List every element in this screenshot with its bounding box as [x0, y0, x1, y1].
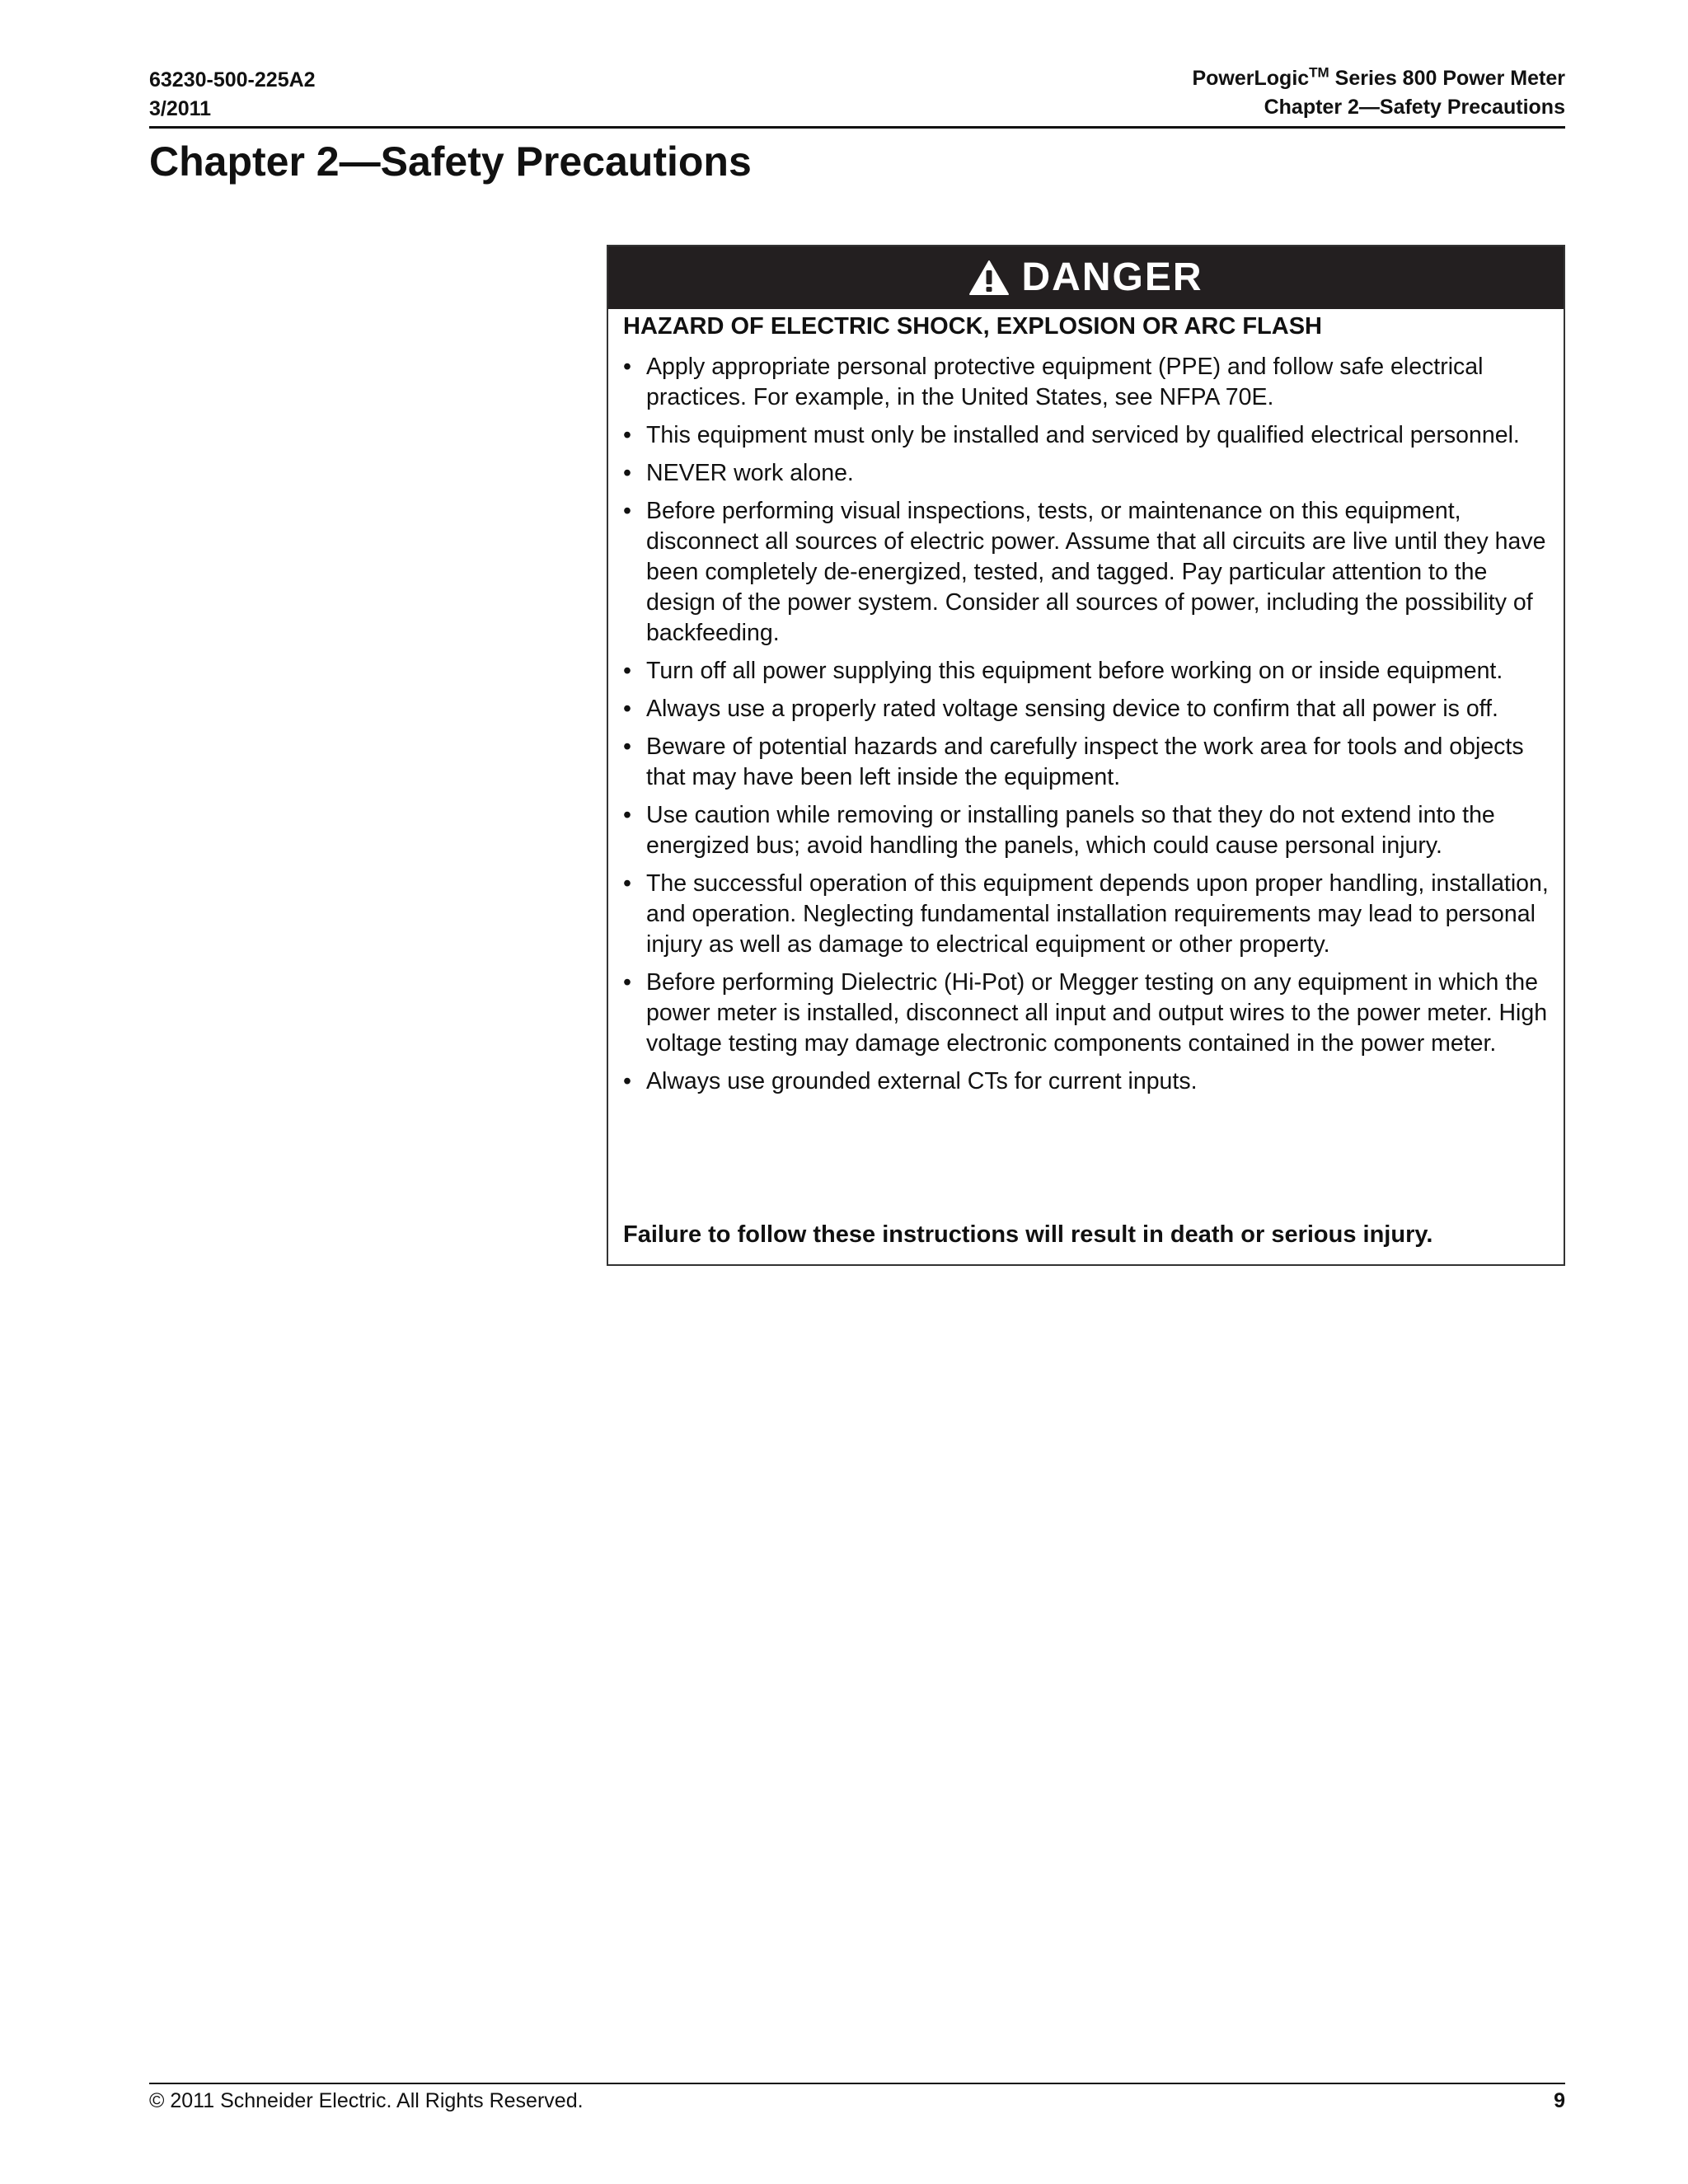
doc-number: 63230-500-225A2 — [149, 68, 316, 91]
bullet-marker: • — [623, 870, 631, 897]
danger-list-item-text: Beware of potential hazards and carefully inspect the work area for tools and objects that may have been left inside the equipment. — [646, 733, 1524, 790]
bullet-marker: • — [623, 802, 631, 828]
danger-list-item — [623, 420, 1550, 451]
bullet-marker: • — [623, 658, 631, 684]
trademark-mark: TM — [1309, 64, 1329, 81]
danger-safety-message — [607, 245, 1565, 1266]
danger-list-item — [623, 1066, 1550, 1097]
danger-list-item — [623, 496, 1550, 649]
bullet-marker: • — [623, 733, 631, 760]
page-number: 9 — [1554, 2089, 1565, 2112]
failure-consequence: Failure to follow these instructions will result in death or serious injury. — [623, 1221, 1433, 1248]
danger-list-item — [623, 694, 1550, 724]
danger-list-item-text: NEVER work alone. — [646, 460, 854, 486]
danger-list-item-text: Before performing visual inspections, tests, or maintenance on this equipment, disconnect all sources of electric power. Assume that all circuits are live until they have been completely de-energized, tested, and tagged. Pay particular attention to the design of the power system. Consider all sources of power, including the possibility of backfeeding. — [646, 498, 1546, 646]
danger-list-item-text: The successful operation of this equipment depends upon proper handling, installation, and operation. Neglecting fundamental installation requirements may lead to personal injury as well as damage to electrical equipment or other property. — [646, 870, 1549, 958]
danger-list-item-text: Always use a properly rated voltage sensing device to confirm that all power is off. — [646, 696, 1498, 722]
header-chapter-ref: Chapter 2—Safety Precautions — [1264, 96, 1565, 119]
header-divider — [149, 126, 1565, 129]
bullet-marker: • — [623, 696, 631, 722]
danger-list-item-text: Always use grounded external CTs for current inputs. — [646, 1068, 1198, 1094]
danger-list-item — [623, 352, 1550, 413]
bullet-marker: • — [623, 498, 631, 524]
hazard-title: HAZARD OF ELECTRIC SHOCK, EXPLOSION OR ARC FLASH — [623, 313, 1322, 340]
warning-triangle-icon — [968, 260, 1010, 296]
danger-list-item — [623, 869, 1550, 960]
danger-list-item — [623, 800, 1550, 861]
doc-date: 3/2011 — [149, 97, 212, 120]
header-right — [1192, 64, 1565, 122]
danger-instructions-list — [608, 352, 1564, 1097]
product-name: PowerLogic — [1192, 67, 1310, 90]
footer-divider — [149, 2083, 1565, 2084]
danger-list-item — [623, 458, 1550, 489]
danger-list-item-text: Use caution while removing or installing panels so that they do not extend into the energized bus; avoid handling the panels, which could cause personal injury. — [646, 802, 1495, 859]
bullet-marker: • — [623, 354, 631, 380]
danger-list-item — [623, 732, 1550, 793]
danger-list-item — [623, 968, 1550, 1059]
danger-list-item-text: Turn off all power supplying this equipment before working on or inside equipment. — [646, 658, 1503, 684]
product-series: Series 800 Power Meter — [1329, 67, 1565, 90]
bullet-marker: • — [623, 422, 631, 448]
product-title — [1192, 64, 1565, 93]
danger-banner — [608, 246, 1564, 309]
bullet-marker: • — [623, 969, 631, 996]
danger-list-item-text: Before performing Dielectric (Hi-Pot) or Megger testing on any equipment in which the power meter is installed, disconnect all input and output wires to the power meter. High voltage testing may damage electronic components contained in the power meter. — [646, 969, 1548, 1057]
bullet-marker: • — [623, 1068, 631, 1094]
copyright-notice: © 2011 Schneider Electric. All Rights Reserved. — [149, 2089, 584, 2112]
bullet-marker: • — [623, 460, 631, 486]
danger-list-item-text: This equipment must only be installed and serviced by qualified electrical personnel. — [646, 422, 1520, 448]
header-left — [149, 66, 316, 124]
page-title: Chapter 2—Safety Precautions — [149, 138, 752, 185]
danger-list-item-text: Apply appropriate personal protective equipment (PPE) and follow safe electrical practices. For example, in the United States, see NFPA 70E. — [646, 354, 1484, 410]
danger-signal-word: DANGER — [1021, 255, 1203, 299]
danger-list-item — [623, 656, 1550, 687]
